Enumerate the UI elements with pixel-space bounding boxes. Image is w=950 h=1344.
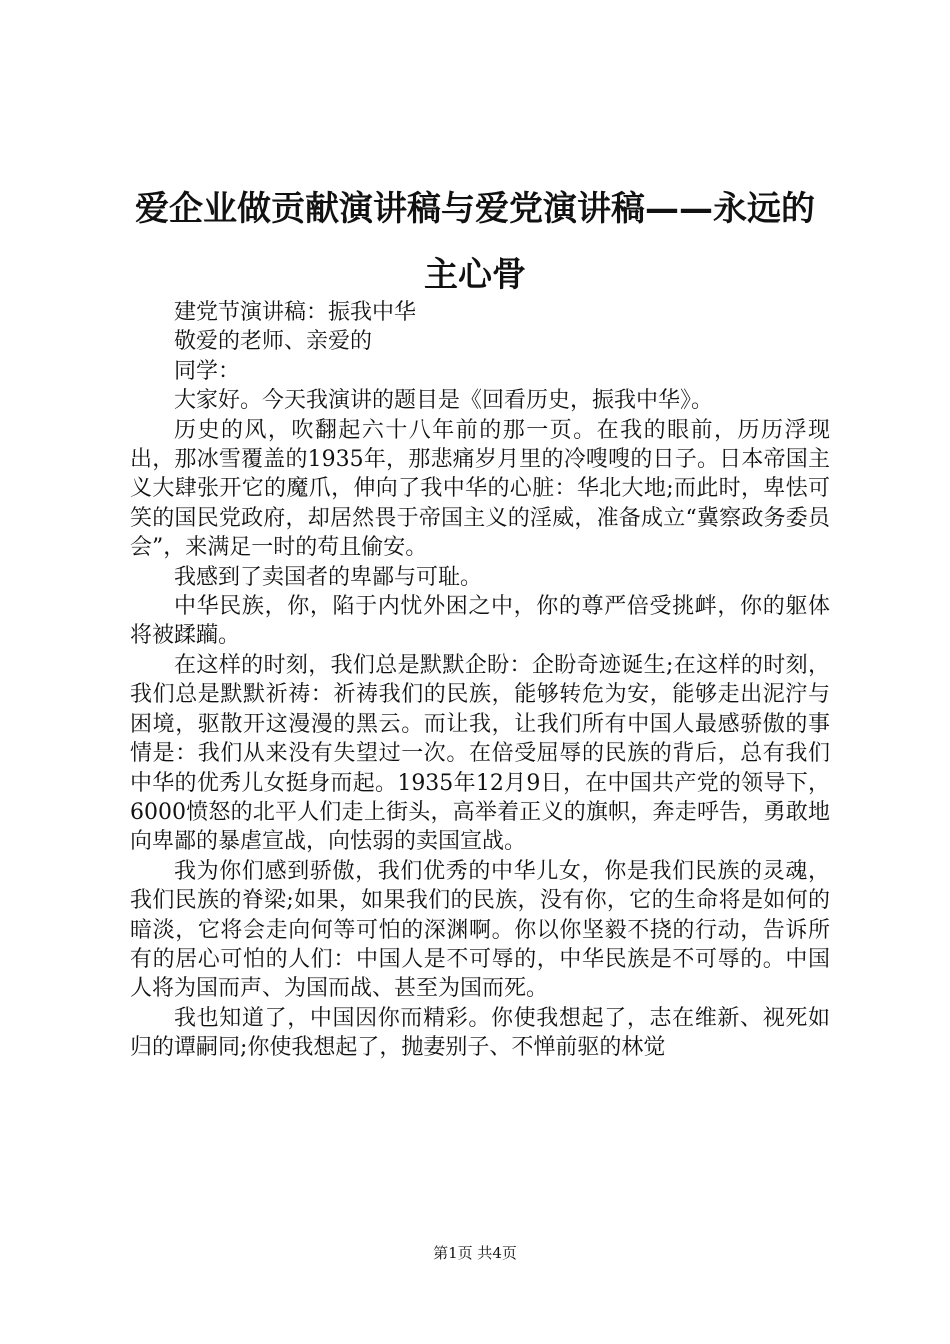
- paragraph: 我也知道了，中国因你而精彩。你使我想起了，志在维新、视死如归的谭嗣同;你使我想起了，抛妻别子、不惮前驱的林觉: [130, 1005, 830, 1061]
- paragraph: 中华民族，你，陷于内忧外困之中，你的尊严倍受挑衅，你的躯体将被蹂躏。: [130, 594, 830, 649]
- paragraph: 我感到了卖国者的卑鄙与可耻。: [174, 564, 483, 590]
- paragraph: 敬爱的老师、亲爱的: [174, 329, 373, 355]
- page-footer: 第1页 共4页: [433, 1244, 517, 1262]
- paragraph: 我为你们感到骄傲，我们优秀的中华儿女，你是我们民族的灵魂，我们民族的脊梁;如果，如果我们的民族，没有你，它的生命将是如何的暗淡，它将会走向何等可怕的深渊啊。你以你坚毅不挠的行动，告诉所有的居心可怕的人们：中国人是不可辱的，中华民族是不可辱的。中国人将为国而声、为国而战、甚至为国而死。: [130, 858, 830, 1002]
- paragraph: 历史的风，吹翻起六十八年前的那一页。在我的眼前，历历浮现出，那冰雪覆盖的1935年，那悲痛岁月里的冷嗖嗖的日子。日本帝国主义大肆张开它的魔爪，伸向了我中华的心脏：华北大地;而此时，卑怯可笑的国民党政府，却居然畏于帝国主义的淫威，准备成立“冀察政务委员会”，来满足一时的苟且偷安。: [130, 417, 830, 561]
- paragraph: 建党节演讲稿：振我中华: [174, 300, 417, 325]
- paragraph: 同学：: [174, 358, 241, 384]
- paragraph: 大家好。今天我演讲的题目是《回看历史，振我中华》。: [174, 388, 714, 414]
- document-title: 爱企业做贡献演讲稿与爱党演讲稿——永远的主心骨: [135, 189, 815, 295]
- paragraph: 在这样的时刻，我们总是默默企盼：企盼奇迹诞生;在这样的时刻，我们总是默默祈祷：祈祷我们的民族，能够转危为安，能够走出泥泞与困境，驱散开这漫漫的黑云。而让我，让我们所有中国人最感骄傲的事情是：我们从来没有失望过一次。在倍受屈辱的民族的背后，总有我们中华的优秀儿女挺身而起。1935年12月9日，在中国共产党的领导下，6000愤怒的北平人们走上街头，高举着正义的旗帜，奔走呼告，勇敢地向卑鄙的暴虐宣战，向怯弱的卖国宣战。: [130, 652, 830, 855]
- document-body: [130, 298, 830, 1063]
